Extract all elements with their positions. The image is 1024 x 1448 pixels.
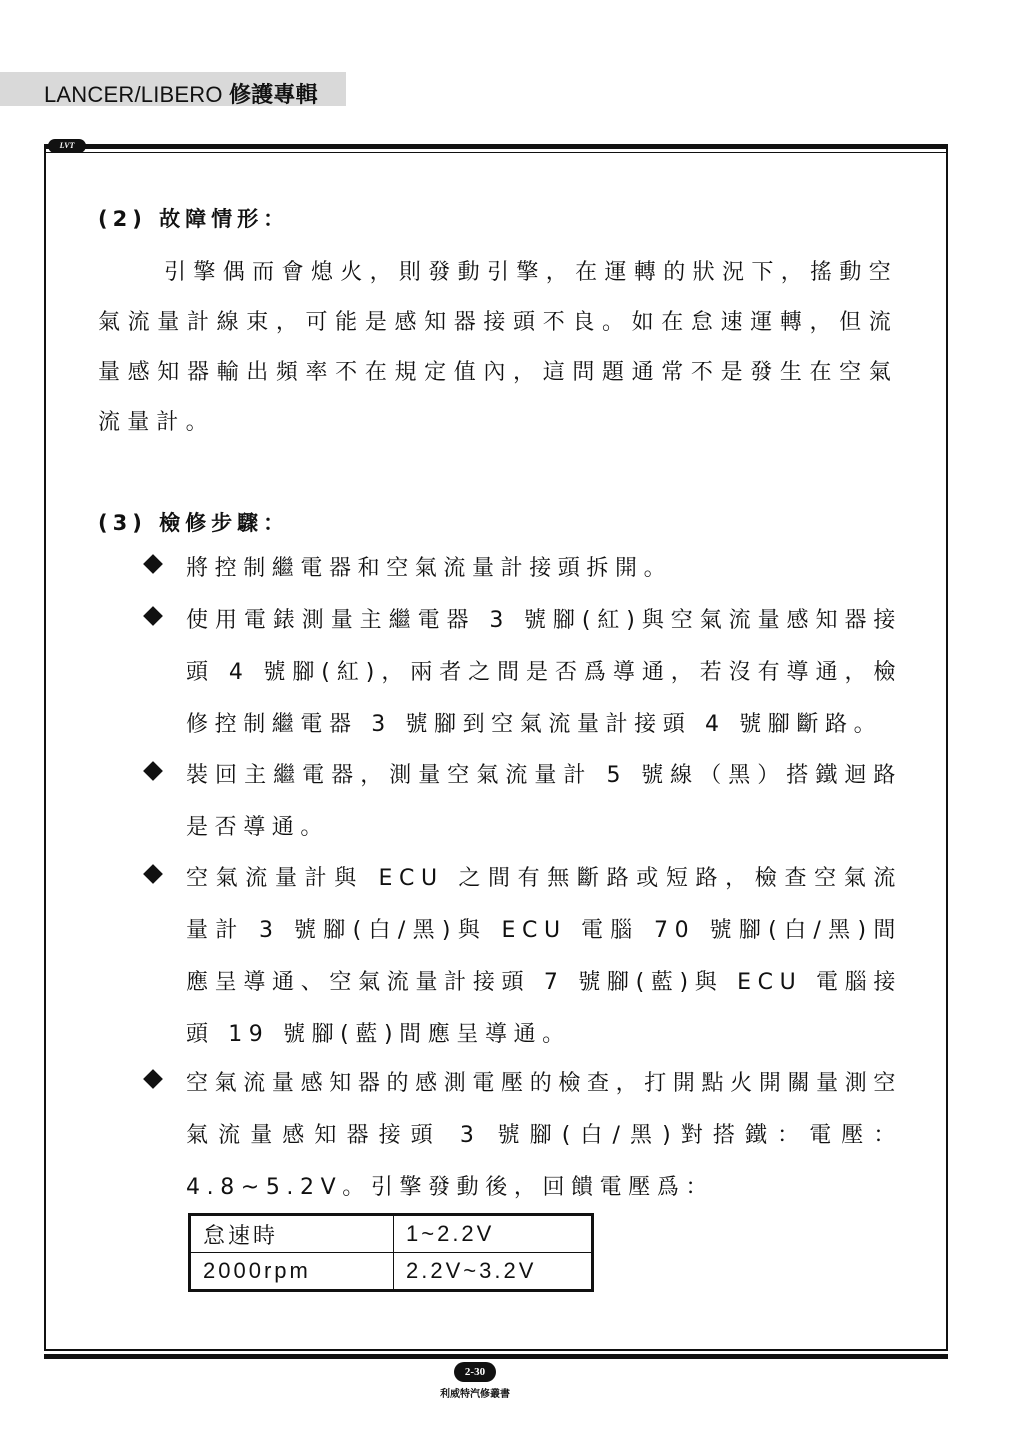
voltage-table	[188, 1213, 594, 1292]
frame-right-border	[946, 149, 948, 1349]
step-4-text: 空氣流量計與 ECU 之間有無斷路或短路，檢查空氣流量計 3 號腳(白/黑)與 ECU 電腦 70 號腳(白/黑)間應呈導通、空氣流量計接頭 7 號腳(藍)與 ECU 電腦接頭 19 號腳(藍)間應呈導通。	[186, 866, 902, 1047]
page-number: 2-30	[454, 1362, 496, 1382]
logo-badge: LVT	[48, 139, 86, 153]
step-1-text: 將控制繼電器和空氣流量計接頭拆開。	[186, 556, 673, 581]
bottom-rule	[44, 1349, 948, 1351]
header-title-cjk: 修護專輯	[228, 82, 318, 107]
diamond-bullet-icon	[143, 554, 163, 574]
diamond-bullet-icon	[143, 1069, 163, 1089]
section-2-heading: (2) 故障情形：	[98, 207, 290, 231]
table-cell: 怠速時	[190, 1215, 394, 1253]
top-rule-thin	[44, 152, 948, 153]
publisher-name: 利威特汽修叢書	[440, 1389, 510, 1400]
step-3-text: 裝回主繼電器，測量空氣流量計 5 號線（黑）搭鐵迴路是否導通。	[186, 763, 902, 840]
section-2-paragraph: 引擎偶而會熄火，則發動引擎，在運轉的狀況下，搖動空氣流量計線束，可能是感知器接頭不良。如在怠速運轉，但流量感知器輸出頻率不在規定值內，這問題通常不是發生在空氣流量計。	[98, 260, 898, 435]
diamond-bullet-icon	[143, 864, 163, 884]
header-title-latin: LANCER/LIBERO	[44, 82, 229, 107]
header-title	[44, 78, 318, 109]
section-3-heading: (3) 檢修步驟：	[98, 511, 290, 535]
bottom-rule-thick	[44, 1354, 948, 1359]
top-rule	[44, 144, 948, 149]
step-5-text: 空氣流量感知器的感測電壓的檢查，打開點火開關量測空氣流量感知器接頭 3 號腳(白/黑)對搭鐵：電壓：4.8~5.2V。引擎發動後，回饋電壓爲：	[186, 1071, 902, 1200]
diamond-bullet-icon	[143, 606, 163, 626]
table-cell: 2.2V~3.2V	[394, 1253, 593, 1291]
diamond-bullet-icon	[143, 761, 163, 781]
frame-left-border	[44, 149, 46, 1349]
table-row	[190, 1215, 593, 1253]
table-cell: 2000rpm	[190, 1253, 394, 1291]
table-cell: 1~2.2V	[394, 1215, 593, 1253]
step-2-text: 使用電錶測量主繼電器 3 號腳(紅)與空氣流量感知器接頭 4 號腳(紅)，兩者之間是否爲導通，若沒有導通，檢修控制繼電器 3 號腳到空氣流量計接頭 4 號腳斷路。	[186, 608, 902, 737]
table-row	[190, 1253, 593, 1291]
